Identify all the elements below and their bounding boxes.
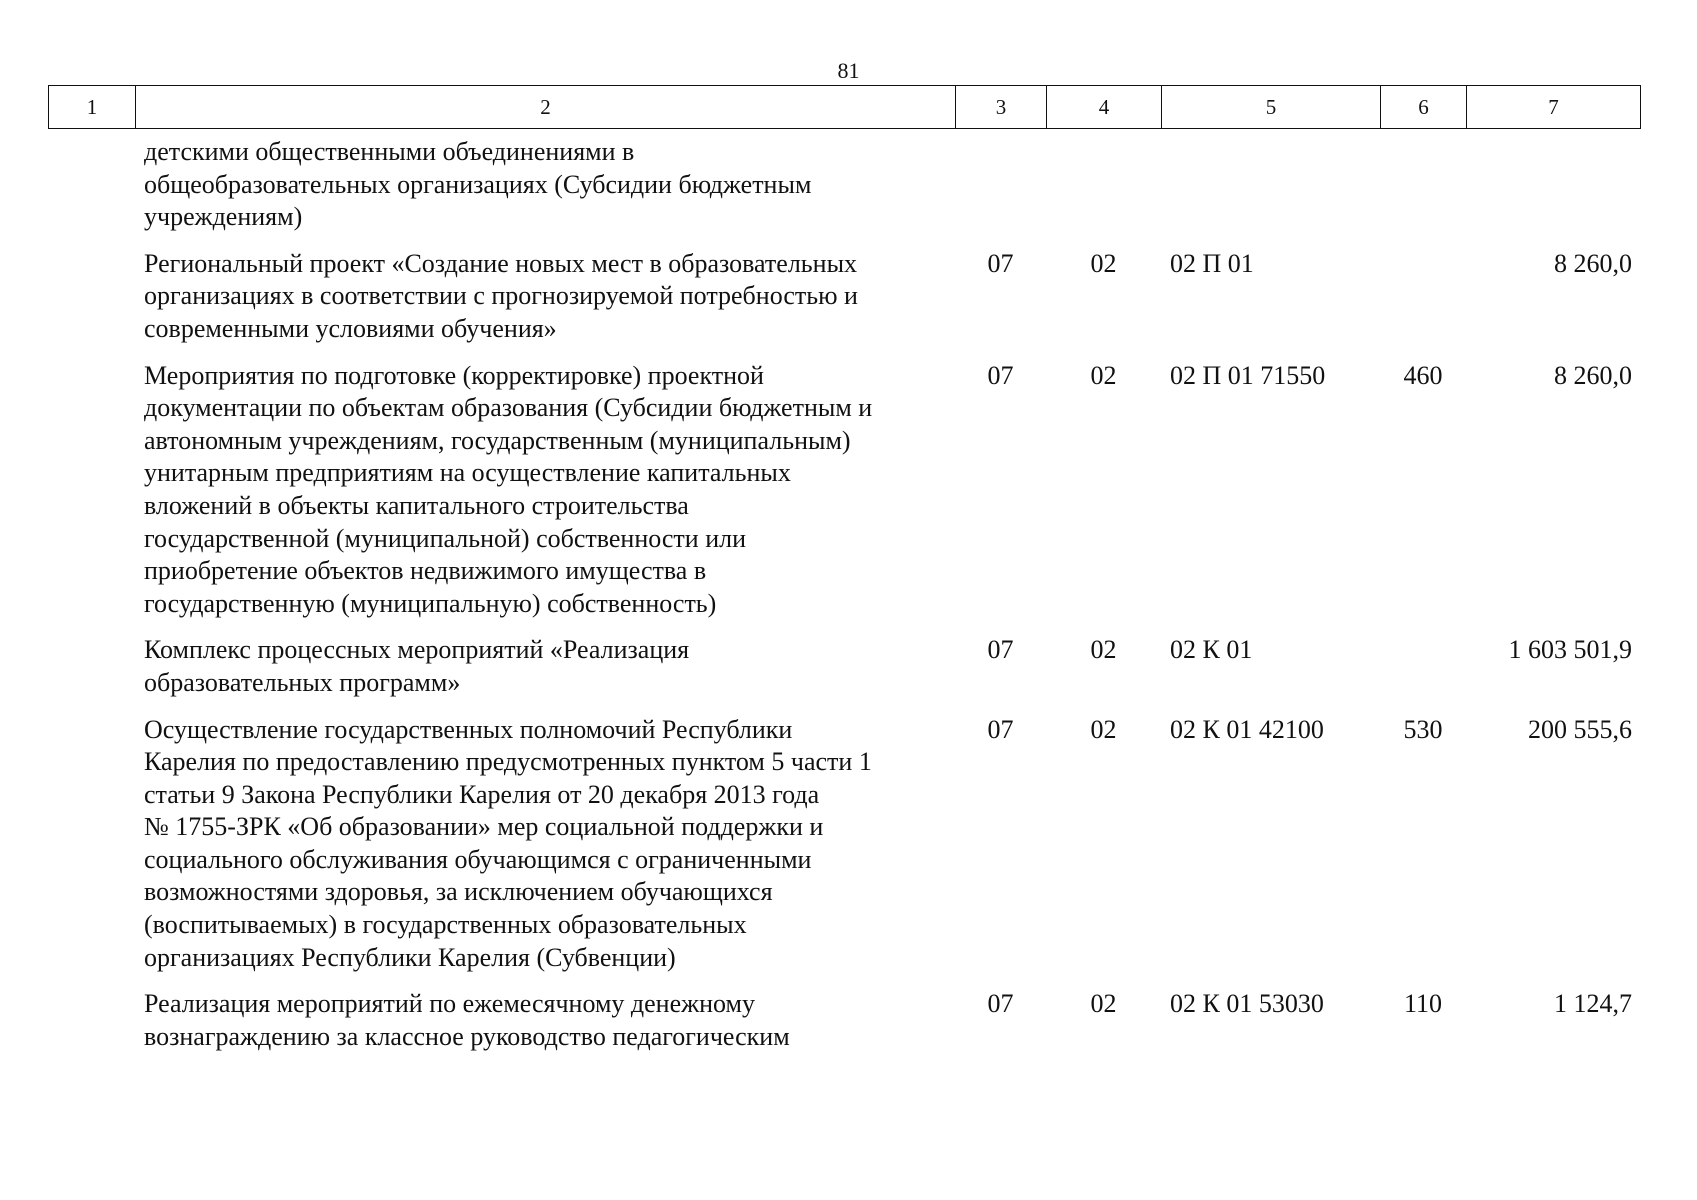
- description-line: общеобразовательных организациях (Субсидии бюджетным: [144, 169, 812, 199]
- description-line: учреждениям): [144, 202, 303, 232]
- description-line: приобретение объектов недвижимого имущества в: [144, 556, 707, 586]
- row-section: 07: [987, 360, 1014, 390]
- column-header-1: 1: [49, 86, 136, 129]
- description-line: Мероприятия по подготовке (корректировке) проектной: [144, 360, 764, 390]
- table-row: [48, 988, 1640, 1067]
- description-line: возможностями здоровья, за исключением обучающихся: [144, 877, 773, 907]
- row-description: [48, 714, 955, 989]
- row-amount: 1 603 501,9: [1508, 635, 1632, 665]
- row-section: 07: [987, 248, 1014, 278]
- row-target-code: 02 К 01 53030: [1170, 989, 1324, 1019]
- description-line: вложений в объекты капитального строительства: [144, 490, 689, 520]
- row-subsection: [1046, 136, 1161, 248]
- row-target-code: 02 П 01 71550: [1170, 360, 1326, 390]
- row-description: [48, 136, 955, 248]
- column-header-row: [49, 86, 1641, 129]
- description-line: Комплекс процессных мероприятий «Реализация: [144, 635, 690, 665]
- description-line: образовательных программ»: [144, 667, 461, 697]
- row-section: 07: [987, 635, 1014, 665]
- row-description: [48, 360, 955, 635]
- description-line: современными условиями обучения»: [144, 313, 557, 343]
- description-line: унитарным предприятиям на осуществление капитальных: [144, 458, 791, 488]
- row-expense-type: [1380, 634, 1466, 713]
- description-line: автономным учреждениям, государственным (муниципальным): [144, 425, 851, 455]
- description-line: Карелия по предоставлению предусмотренных пунктом 5 части 1: [144, 747, 872, 777]
- row-section: [955, 136, 1046, 248]
- row-target-code: 02 П 01: [1170, 248, 1254, 278]
- page-number: 81: [837, 58, 860, 83]
- row-expense-type: 460: [1403, 360, 1443, 390]
- row-description: [48, 634, 955, 713]
- column-header-3: 3: [956, 86, 1047, 129]
- row-target-code: 02 К 01 42100: [1170, 714, 1324, 744]
- column-header-table: [48, 85, 1641, 129]
- description-line: статьи 9 Закона Республики Карелия от 20 декабря 2013 года: [144, 779, 820, 809]
- description-line: (воспитываемых) в государственных образовательных: [144, 910, 747, 940]
- row-subsection: 02: [1090, 989, 1117, 1019]
- row-expense-type: [1380, 136, 1466, 248]
- column-header-6: 6: [1381, 86, 1467, 129]
- description-line: организациях Республики Карелия (Субвенции): [144, 942, 676, 972]
- description-line: документации по объектам образования (Субсидии бюджетным и: [144, 393, 873, 423]
- column-header-5: 5: [1162, 86, 1381, 129]
- row-subsection: 02: [1090, 635, 1117, 665]
- row-amount: [1466, 136, 1640, 248]
- row-expense-type: 110: [1403, 989, 1443, 1019]
- column-header-4: 4: [1047, 86, 1162, 129]
- row-section: 07: [987, 989, 1014, 1019]
- row-amount: 1 124,7: [1554, 989, 1632, 1019]
- table-row: [48, 360, 1640, 635]
- row-amount: 8 260,0: [1554, 248, 1632, 278]
- row-subsection: 02: [1090, 248, 1117, 278]
- description-line: детскими общественными объединениями в: [144, 137, 635, 166]
- description-line: организациях в соответствии с прогнозируемой потребностью и: [144, 281, 858, 311]
- row-expense-type: [1380, 248, 1466, 360]
- row-subsection: 02: [1090, 360, 1117, 390]
- description-line: Реализация мероприятий по ежемесячному денежному: [144, 989, 755, 1019]
- table-row: [48, 136, 1640, 248]
- row-subsection: 02: [1090, 714, 1117, 744]
- table-row: [48, 248, 1640, 360]
- column-header-7: 7: [1467, 86, 1641, 129]
- row-target-code: 02 К 01: [1170, 635, 1253, 665]
- table-row: [48, 634, 1640, 713]
- description-line: вознаграждению за классное руководство педагогическим: [144, 1021, 790, 1051]
- row-description: [48, 988, 955, 1067]
- row-description: [48, 248, 955, 360]
- description-line: № 1755-ЗРК «Об образовании» мер социальной поддержки и: [144, 812, 824, 842]
- description-line: Осуществление государственных полномочий Республики: [144, 714, 793, 744]
- row-amount: 8 260,0: [1554, 360, 1632, 390]
- row-target-code: [1161, 136, 1380, 248]
- row-section: 07: [987, 714, 1014, 744]
- row-expense-type: 530: [1403, 714, 1443, 744]
- row-amount: 200 555,6: [1528, 714, 1632, 744]
- column-header-2: 2: [136, 86, 956, 129]
- description-line: Региональный проект «Создание новых мест в образовательных: [144, 248, 858, 278]
- description-line: государственной (муниципальной) собственности или: [144, 523, 746, 553]
- table-row: [48, 714, 1640, 989]
- budget-table-body: [48, 136, 1640, 1067]
- description-line: социального обслуживания обучающимся с ограниченными: [144, 844, 812, 874]
- description-line: государственную (муниципальную) собственность): [144, 588, 717, 618]
